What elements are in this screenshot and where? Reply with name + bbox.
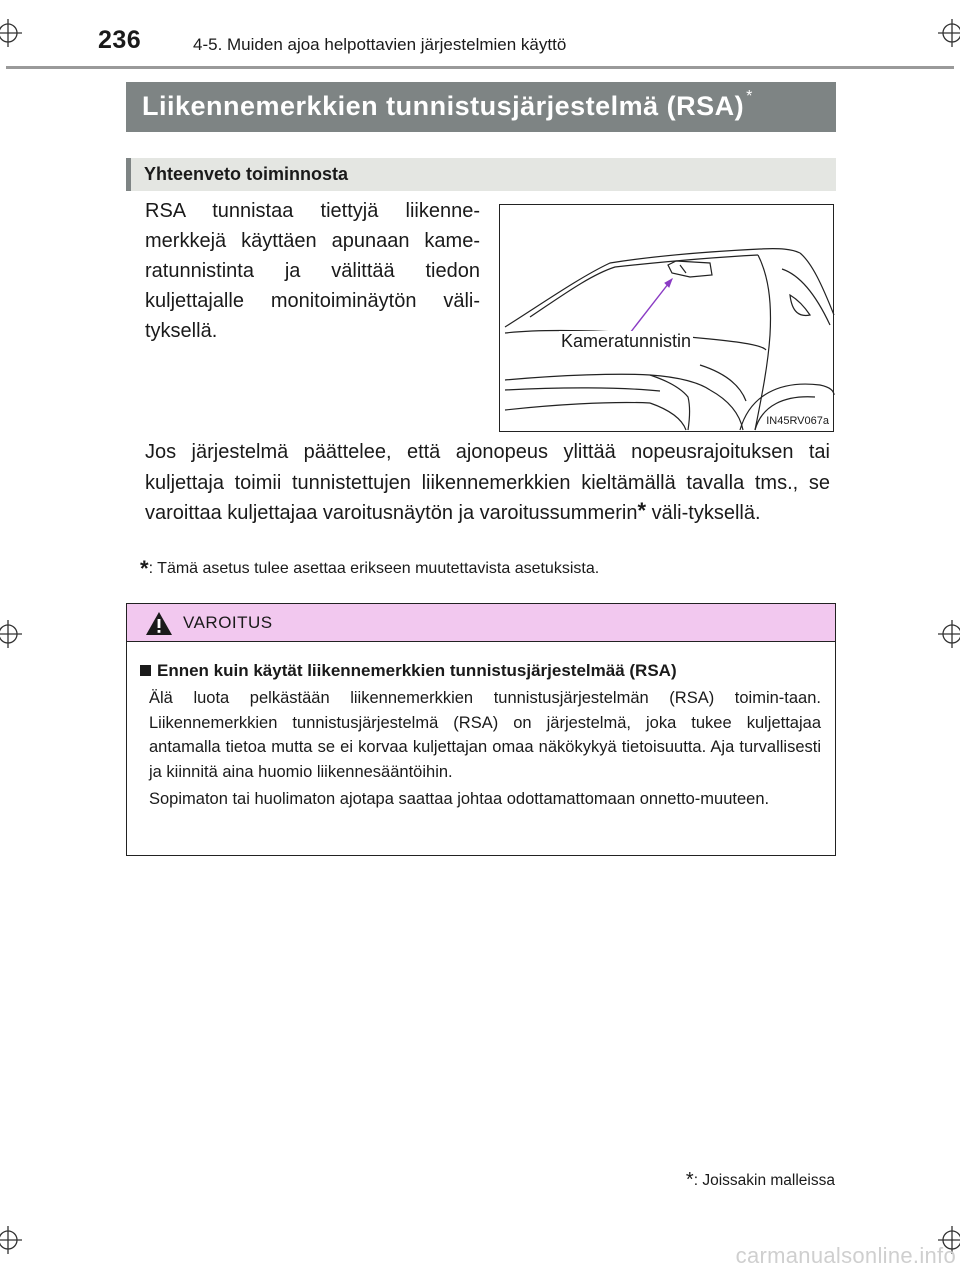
windshield-camera-illustration <box>499 204 834 432</box>
warning-triangle-icon <box>145 611 173 636</box>
footnote-some-models <box>685 1169 835 1195</box>
crop-mark-mid-left <box>0 620 22 648</box>
figure-code: IN45RV067a <box>766 415 829 427</box>
footnote-asterisk: * <box>140 556 149 581</box>
main-heading <box>142 88 753 122</box>
warning-paragraph-1: Älä luota pelkästään liikennemerkkien tunnistusjärjestelmän (RSA) toimin-taan. Liikennemerkkien tunnistusjärjestelmä (RSA) on järjestelmä, joka tukee kuljettajaa antamalla tietoa mutta se ei korvaa kuljettajan omaa näkökykyä tietoisuutta. Aja turvallisesti ja kiinnitä aina huomio liikennesääntöihin. <box>149 689 821 781</box>
figure-callout-label: Kameratunnistin <box>561 331 692 351</box>
crop-mark-bottom-left <box>0 1226 22 1254</box>
crop-mark-top-left <box>0 19 22 47</box>
callout-arrow-line <box>630 279 672 333</box>
header-rule <box>6 66 954 69</box>
page-number: 236 <box>98 26 142 54</box>
warning-subheading <box>140 661 677 681</box>
warning-header <box>127 604 835 642</box>
footnote-settings <box>140 556 600 586</box>
warning-box <box>126 603 836 856</box>
square-bullet-icon <box>140 665 151 676</box>
main-heading-asterisk: * <box>746 88 753 105</box>
main-paragraph-text-1: Jos järjestelmä päättelee, että ajonopeus ylittää nopeusrajoituksen tai kuljettaja toimii tunnistettujen liikennemerkkien kieltämällä tavalla tms., se varoittaa kuljettajaa varoitusnäytön ja varoitussummerin <box>145 441 830 524</box>
watermark: carmanualsonline.info <box>735 1243 956 1268</box>
warning-paragraph-2: Sopimaton tai huolimaton ajotapa saattaa johtaa odottamattomaan onnetto-muuteen. <box>149 790 770 808</box>
crop-mark-mid-right <box>938 620 960 648</box>
main-heading-bar <box>126 82 836 132</box>
main-heading-text: Liikennemerkkien tunnistusjärjestelmä (RSA) <box>142 91 745 121</box>
warning-subheading-text: Ennen kuin käytät liikennemerkkien tunnistusjärjestelmää (RSA) <box>157 661 677 680</box>
sub-heading: Yhteenveto toiminnosta <box>144 164 349 184</box>
footnote-text: : Tämä asetus tulee asettaa erikseen muutettavista asetuksista. <box>148 560 600 577</box>
section-title: 4-5. Muiden ajoa helpottavien järjestelmien käyttö <box>193 35 567 54</box>
footnote-text: : Joissakin malleissa <box>693 1172 835 1189</box>
intro-paragraph: RSA tunnistaa tiettyjä liikenne-merkkejä käyttäen apunaan kame-ratunnistinta ja välittää tiedon kuljettajalle monitoiminäytön väli-tyksellä. <box>145 200 480 342</box>
car-interior-drawing <box>500 205 835 433</box>
main-paragraph <box>145 437 830 529</box>
main-paragraph-text-2: väli-tyksellä. <box>646 502 761 524</box>
warning-label: VAROITUS <box>183 613 273 632</box>
asterisk-mark: * <box>637 498 647 523</box>
footnote-asterisk: * <box>685 1169 694 1191</box>
crop-mark-top-right <box>938 19 960 47</box>
sub-heading-bar <box>126 158 836 191</box>
